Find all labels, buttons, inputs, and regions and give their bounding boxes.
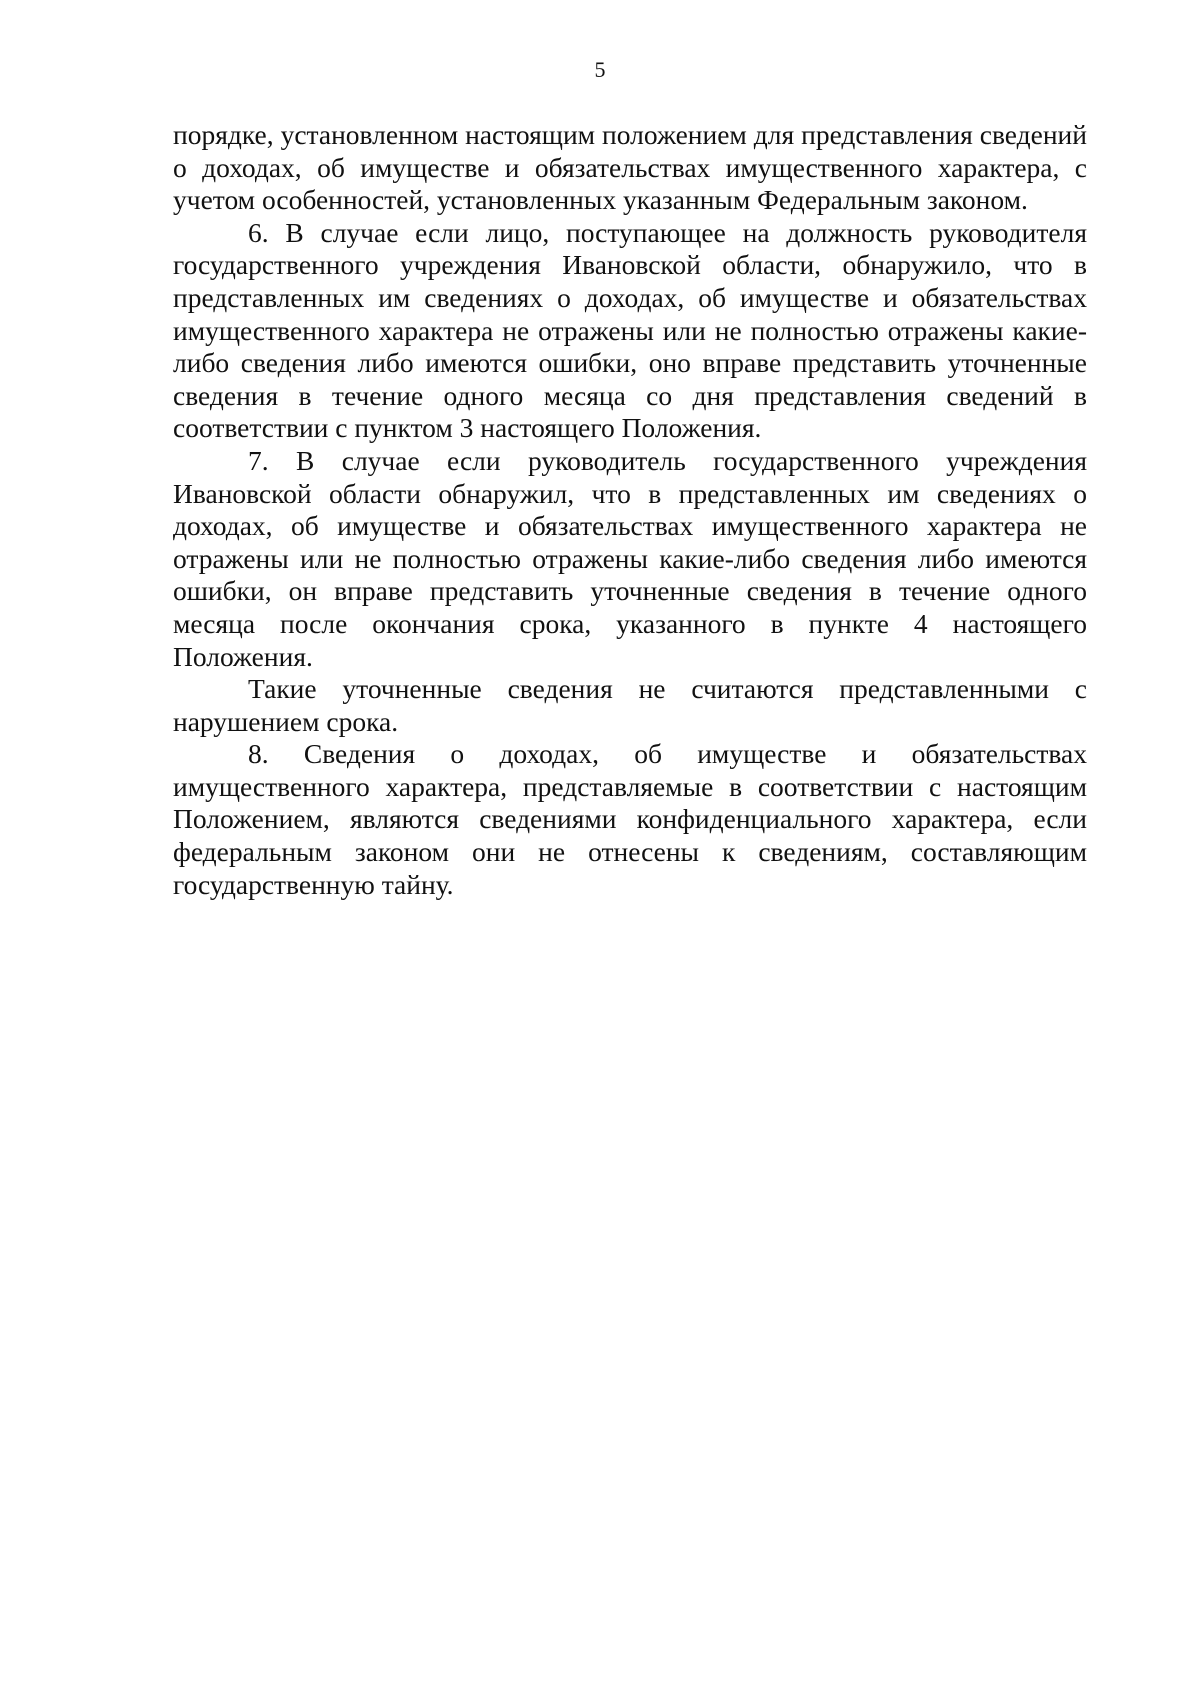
document-body [173,119,1087,901]
paragraph-item-8: 8. Сведения о доходах, об имуществе и обязательствах имущественного характера, представляемые в соответствии с настоящим Положением, являются сведениями конфиденциального характера, если федеральным законом они не отнесены к сведениям, составляющим государственную тайну. [173,738,1087,900]
page-number: 5 [594,57,606,82]
paragraph-item-7: 7. В случае если руководитель государственного учреждения Ивановской области обнаружил, что в представленных им сведениях о доходах, об имуществе и обязательствах имущественного характера не отражены или не полностью отражены какие-либо сведения либо имеются ошибки, он вправе представить уточненные сведения в течение одного месяца после окончания срока, указанного в пункте 4 настоящего Положения. [173,444,1087,672]
paragraph-continuation: порядке, установленном настоящим положением для представления сведений о доходах, об имуществе и обязательствах имущественного характера, с учетом особенностей, установленных указанным Федеральным законом. [173,119,1087,216]
paragraph-clarification: Такие уточненные сведения не считаются представленными с нарушением срока. [173,673,1087,737]
paragraph-item-6: 6. В случае если лицо, поступающее на должность руководителя государственного учреждения Ивановской области, обнаружило, что в представленных им сведениях о доходах, об имуществе и обязательствах имущественного характера не отражены или не полностью отражены какие-либо сведения либо имеются ошибки, оно вправе представить уточненные сведения в течение одного месяца со дня представления сведений в соответствии с пунктом 3 настоящего Положения. [173,216,1087,444]
